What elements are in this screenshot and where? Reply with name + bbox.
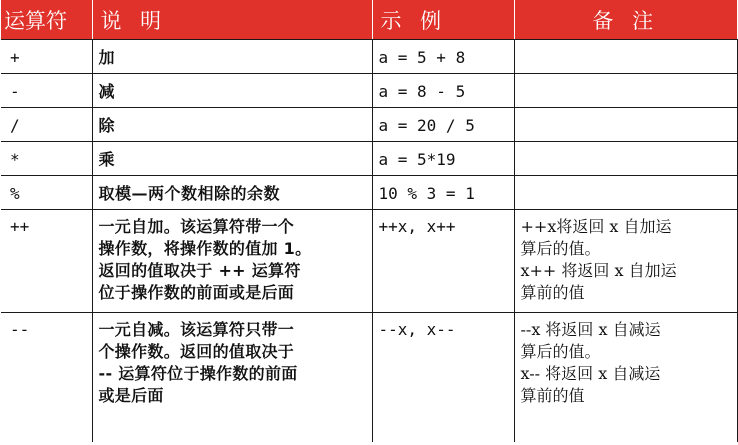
description-cell: 一元自减。该运算符只带一 个操作数。返回的值取决于 -- 运算符位于操作数的前面 或是后面 [92,313,372,443]
description-cell: 除 [92,108,372,142]
header-description: 说 明 [92,0,372,40]
remark-cell [514,142,737,176]
operator-cell: - [1,74,92,108]
table-row [1,74,737,108]
header-row [1,0,737,40]
remark-cell [514,108,737,142]
description-cell: 取模—两个数相除的余数 [92,176,372,210]
description-cell: 乘 [92,142,372,176]
operator-cell: ++ [1,210,92,313]
operator-cell: -- [10,320,30,339]
operator-cell: / [1,108,92,142]
remark-cell [514,176,737,210]
remark-cell [514,40,737,74]
table-row [1,313,737,443]
operator-table [1,0,738,442]
remark-cell: ++x将返回 x 自加运 算后的值。 x++ 将返回 x 自加运 算前的值 [514,210,737,313]
example-cell: a = 8 - 5 [372,74,514,108]
header-example: 示 例 [372,0,514,40]
example-cell: a = 5*19 [372,142,514,176]
remark-cell: --x 将返回 x 自减运 算后的值。 x-- 将返回 x 自减运 算前的值 [514,313,737,443]
table-row [1,40,737,74]
remark-cell [514,74,737,108]
operator-cell: % [1,176,92,210]
example-cell: ++x, x++ [372,210,514,313]
operator-cell: + [1,40,92,74]
description-cell: 加 [92,40,372,74]
description-cell: 一元自加。该运算符带一个 操作数，将操作数的值加 1。 返回的值取决于 ++ 运算符 位于操作数的前面或是后面 [92,210,372,313]
header-operator: 运算符 [1,0,92,40]
table-row [1,142,737,176]
table-row [1,176,737,210]
example-cell: 10 % 3 = 1 [372,176,514,210]
example-cell: a = 5 + 8 [372,40,514,74]
example-cell: a = 20 / 5 [372,108,514,142]
operator-cell: * [1,142,92,176]
header-remark: 备 注 [514,0,737,40]
table-row [1,210,737,313]
table-row [1,108,737,142]
description-cell: 减 [92,74,372,108]
example-cell: --x, x-- [372,313,514,443]
